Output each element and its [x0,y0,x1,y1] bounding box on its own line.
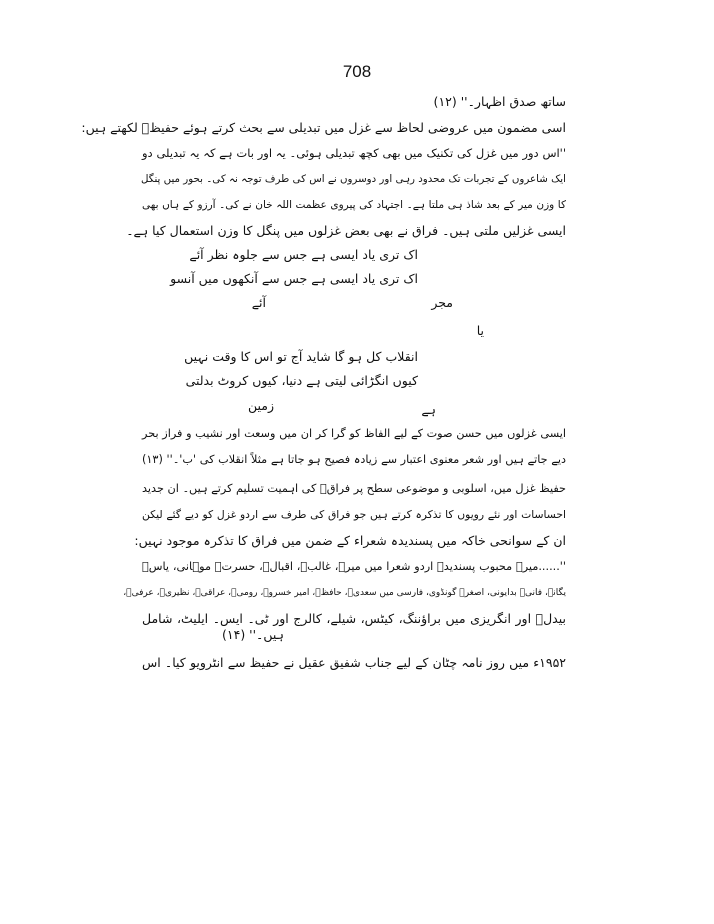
verse-line-3: انقلاب کل ہو گا شاید آج تو اس کا وقت نہیں [184,349,418,364]
verse-line-1: اک تری یاد ایسی ہے جس سے جلوہ نظر آئے [189,247,418,262]
verse-line-2-continuation: آئے [251,295,266,310]
quote-line-4: ایسی غزلیں ملتی ہیں۔ فراق نے بھی بعض غزلوں میں پنگل کا وزن استعمال کیا ہے۔ [126,223,566,238]
paragraph-line-4: ۱۹۵۲ء میں روز نامہ چٹان کے لیے جناب شفیق عقیل نے حفیظ سے انٹرویو کیا۔ اس [142,655,566,670]
verse-line-4-continuation: زمین [247,398,274,413]
verse-trailing-word: ہے [421,402,436,417]
verse-bahr-label: مجر [431,295,453,310]
quote-line-5: ایسی غزلوں میں حسن صوت کے لیے الفاظ کو گرا کر ان میں وسعت اور نشیب و فراز بحر [142,427,566,440]
verse-line-2: اک تری یاد ایسی ہے جس سے آنکھوں میں آنسو [170,271,418,286]
paragraph-line-1: حفیظ غزل میں، اسلوبی و موضوعی سطح پر فراقؔ کی اہمیت تسلیم کرتے ہیں۔ ان جدید [142,482,566,495]
quote-line-3: کا وزن میر کے بعد شاذ ہی ملتا ہے۔ اجتہاد کی پیروی عظمت اللہ خان نے کی۔ آرزو کے ہاں بھی [142,199,566,211]
quote-line-9: بیدلؔ اور انگریزی میں براؤننگ، کیٹس، شیلے، کالرج اور ٹی۔ ایس۔ ایلیٹ، شامل [142,611,566,626]
quote-line-10: ہیں۔'' (۱۴) [222,627,284,642]
quote-line-6: دیے جاتے ہیں اور شعر معنوی اعتبار سے زیادہ فصیح ہو جاتا ہے مثلاً انقلاب کی 'ب'۔'' (۱۳) [142,453,566,466]
paragraph-line-3: ان کے سوانحی خاکہ میں پسندیدہ شعراء کے ضمن میں فراق کا تذکرہ موجود نہیں: [134,533,566,548]
verse-line-4: کیوں انگڑائی لیتی ہے دنیا، کیوں کروٹ بدلتی [185,373,418,388]
quote-line-2: ایک شاعروں کے تجربات تک محدود رہی اور دوسروں نے اس کی طرف توجہ نہ کی۔ بحور میں پنگل [141,173,566,185]
quote-line-1: ''اس دور میں غزل کی تکنیک میں بھی کچھ تبدیلی ہوئی۔ یہ اور بات ہے کہ یہ تبدیلی دو [142,146,566,160]
paragraph-line-2: احساسات اور نئے رویوں کا تذکرہ کرتے ہیں جو فراق کی طرف سے اردو غزل کو دیے گئے لیکن [142,508,566,521]
text-line-2: اسی مضمون میں عروضی لحاظ سے غزل میں تبدیلی سے بحث کرتے ہوئے حفیظؔ لکھتے ہیں: [81,120,566,135]
text-line-1: ساتھ صدق اظہار۔'' (۱۲) [433,94,566,109]
page-number: 708 [342,62,372,81]
quote-line-8: یگانہ، فانیؔ بدایونی، اصغرؔ گونڈوی، فارسی میں سعدیؔ، حافظؔ، امیر خسروؔ، رومیؔ، عراقیؔ، نظیریؔ، عرفیؔ، [123,588,566,598]
quote-line-7: ''......میرے محبوب پسندیدہ اردو شعرا میں میرؔ، غالبؔ، اقبالؔ، حسرتؔ موہانی، یاسؔ [142,560,566,573]
verse-separator-ya: یا [476,323,484,338]
